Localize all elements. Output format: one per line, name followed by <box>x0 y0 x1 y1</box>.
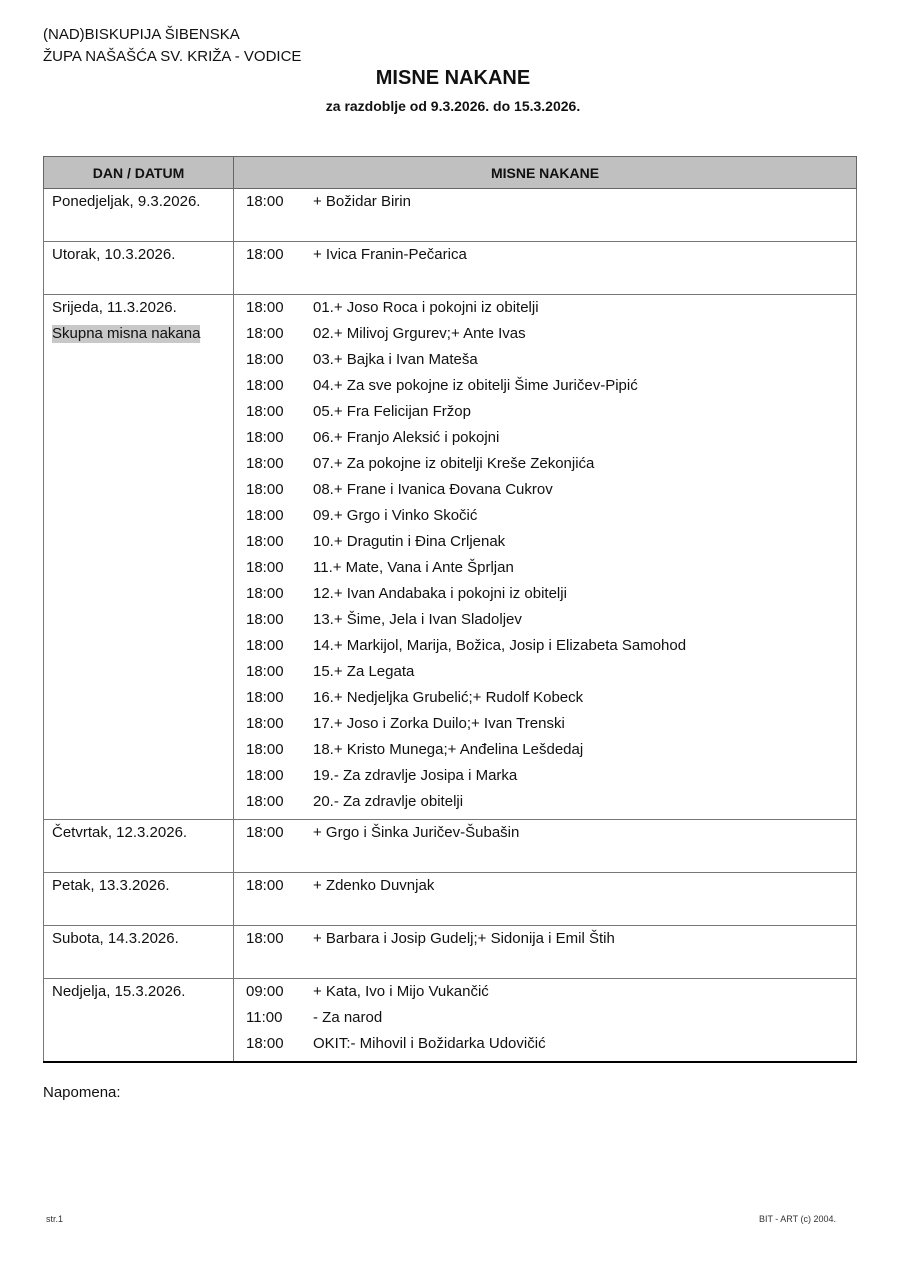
intentions-cell <box>234 295 857 820</box>
mass-time: 18:00 <box>246 793 284 810</box>
mass-intention: 04.+ Za sve pokojne iz obitelji Šime Juričev-Pipić <box>313 377 638 394</box>
mass-entry <box>246 377 856 403</box>
table-body <box>44 189 857 1063</box>
intentions-cell <box>234 979 857 1063</box>
day-date: Srijeda, 11.3.2026. <box>52 299 177 316</box>
table-header-row <box>44 157 857 189</box>
mass-intention: + Zdenko Duvnjak <box>313 877 435 894</box>
mass-entry <box>246 663 856 689</box>
mass-intention: 11.+ Mate, Vana i Ante Šprljan <box>313 559 514 576</box>
mass-intention: 05.+ Fra Felicijan Fržop <box>313 403 471 420</box>
day-date: Petak, 13.3.2026. <box>52 877 170 894</box>
mass-time: 18:00 <box>246 611 284 628</box>
intentions-cell <box>234 189 857 242</box>
mass-intention: + Kata, Ivo i Mijo Vukančić <box>313 983 489 1000</box>
mass-intention: 09.+ Grgo i Vinko Skočić <box>313 507 478 524</box>
day-date-cell <box>44 926 234 979</box>
day-date: Nedjelja, 15.3.2026. <box>52 983 186 1000</box>
table-row <box>44 979 857 1063</box>
row-spacer <box>246 272 856 294</box>
mass-time: 18:00 <box>246 507 284 524</box>
mass-time: 18:00 <box>246 824 284 841</box>
intentions-cell <box>234 926 857 979</box>
day-date: Ponedjeljak, 9.3.2026. <box>52 193 201 210</box>
page-number: str.1 <box>46 1214 64 1224</box>
mass-intention: 20.- Za zdravlje obitelji <box>313 793 464 810</box>
mass-entry <box>246 299 856 325</box>
mass-entry <box>246 351 856 377</box>
mass-time: 18:00 <box>246 481 284 498</box>
mass-time: 18:00 <box>246 767 284 784</box>
row-spacer <box>246 219 856 241</box>
collective-intention-note: Skupna misna nakana <box>52 325 201 342</box>
mass-entry <box>246 507 856 533</box>
document-title: MISNE NAKANE <box>375 67 531 89</box>
intentions-cell <box>234 242 857 295</box>
mass-time: 18:00 <box>246 351 284 368</box>
table-row <box>44 873 857 926</box>
day-date-cell <box>44 242 234 295</box>
mass-time: 18:00 <box>246 930 284 947</box>
mass-intention: + Ivica Franin-Pečarica <box>313 246 467 263</box>
mass-entry <box>246 481 856 507</box>
day-date: Četvrtak, 12.3.2026. <box>52 824 188 841</box>
mass-entry <box>246 533 856 559</box>
mass-entry <box>246 741 856 767</box>
mass-time: 09:00 <box>246 983 284 1000</box>
table-row <box>44 295 857 820</box>
mass-intention: + Grgo i Šinka Juričev-Šubašin <box>313 824 520 841</box>
mass-intention: 13.+ Šime, Jela i Ivan Sladoljev <box>313 611 522 628</box>
mass-entry <box>246 715 856 741</box>
mass-entry <box>246 611 856 637</box>
copyright-footer: BIT - ART (c) 2004. <box>758 1214 836 1224</box>
mass-entry <box>246 585 856 611</box>
mass-intention: 10.+ Dragutin i Đina Crljenak <box>313 533 506 550</box>
mass-time: 18:00 <box>246 1035 284 1052</box>
mass-intention: 14.+ Markijol, Marija, Božica, Josip i Elizabeta Samohod <box>313 637 687 654</box>
note-label: Napomena: <box>43 1084 121 1101</box>
day-date-cell <box>44 820 234 873</box>
mass-time: 18:00 <box>246 689 284 706</box>
mass-time: 18:00 <box>246 715 284 732</box>
mass-time: 18:00 <box>246 325 284 342</box>
mass-time: 18:00 <box>246 377 284 394</box>
mass-entry <box>246 246 856 272</box>
mass-intention: 06.+ Franjo Aleksić i pokojni <box>313 429 500 446</box>
mass-intention: 02.+ Milivoj Grgurev;+ Ante Ivas <box>313 325 526 342</box>
mass-intention: + Barbara i Josip Gudelj;+ Sidonija i Emil Štih <box>313 930 615 947</box>
mass-time: 18:00 <box>246 663 284 680</box>
mass-entry <box>246 824 856 850</box>
mass-time: 18:00 <box>246 877 284 894</box>
mass-time: 18:00 <box>246 741 284 758</box>
row-spacer <box>246 956 856 978</box>
mass-time: 18:00 <box>246 299 284 316</box>
mass-time: 18:00 <box>246 559 284 576</box>
mass-time: 18:00 <box>246 455 284 472</box>
mass-intention: 17.+ Joso i Zorka Duilo;+ Ivan Trenski <box>313 715 565 732</box>
day-date: Subota, 14.3.2026. <box>52 930 179 947</box>
mass-intention: 19.- Za zdravlje Josipa i Marka <box>313 767 518 784</box>
mass-intention: 03.+ Bajka i Ivan Mateša <box>313 351 478 368</box>
mass-entry <box>246 455 856 481</box>
day-date-cell <box>44 979 234 1063</box>
mass-time: 11:00 <box>246 1009 283 1026</box>
table-row <box>44 820 857 873</box>
mass-time: 18:00 <box>246 637 284 654</box>
mass-entry <box>246 1035 856 1061</box>
mass-entry <box>246 1009 856 1035</box>
mass-intention: + Božidar Birin <box>313 193 411 210</box>
intentions-cell <box>234 820 857 873</box>
intentions-cell <box>234 873 857 926</box>
mass-intentions-table <box>43 156 857 1063</box>
table-row <box>44 189 857 242</box>
row-spacer <box>246 903 856 925</box>
mass-entry <box>246 637 856 663</box>
day-date-cell <box>44 873 234 926</box>
mass-intention: 15.+ Za Legata <box>313 663 415 680</box>
mass-intention: 18.+ Kristo Munega;+ Anđelina Lešdedaj <box>313 741 584 758</box>
mass-entry <box>246 793 856 819</box>
mass-intention: 07.+ Za pokojne iz obitelji Kreše Zekonjića <box>313 455 595 472</box>
mass-entry <box>246 559 856 585</box>
mass-entry <box>246 767 856 793</box>
mass-intention: 08.+ Frane i Ivanica Đovana Cukrov <box>313 481 553 498</box>
mass-intention: 12.+ Ivan Andabaka i pokojni iz obitelji <box>313 585 567 602</box>
parish-name: ŽUPA NAŠAŠĆA SV. KRIŽA - VODICE <box>43 48 302 65</box>
mass-entry <box>246 403 856 429</box>
mass-time: 18:00 <box>246 585 284 602</box>
mass-entry <box>246 930 856 956</box>
mass-entry <box>246 325 856 351</box>
mass-intention: 01.+ Joso Roca i pokojni iz obitelji <box>313 299 539 316</box>
mass-intention: - Za narod <box>313 1009 383 1026</box>
mass-time: 18:00 <box>246 429 284 446</box>
mass-time: 18:00 <box>246 193 284 210</box>
row-spacer <box>246 850 856 872</box>
mass-entry <box>246 429 856 455</box>
mass-entry <box>246 689 856 715</box>
mass-intention: 16.+ Nedjeljka Grubelić;+ Rudolf Kobeck <box>313 689 584 706</box>
mass-time: 18:00 <box>246 403 284 420</box>
diocese-name: (NAD)BISKUPIJA ŠIBENSKA <box>43 26 240 43</box>
mass-time: 18:00 <box>246 246 284 263</box>
column-header-day-date: DAN / DATUM <box>44 157 234 189</box>
column-header-intentions: MISNE NAKANE <box>234 157 857 189</box>
table-row <box>44 242 857 295</box>
day-date: Utorak, 10.3.2026. <box>52 246 176 263</box>
table-row <box>44 926 857 979</box>
day-date-cell <box>44 295 234 820</box>
mass-time: 18:00 <box>246 533 284 550</box>
mass-entry <box>246 983 856 1009</box>
mass-intention: OKIT:- Mihovil i Božidarka Udovičić <box>313 1035 546 1052</box>
mass-entry <box>246 877 856 903</box>
mass-entry <box>246 193 856 219</box>
day-date-cell <box>44 189 234 242</box>
document-subtitle: za razdoblje od 9.3.2026. do 15.3.2026. <box>325 98 581 114</box>
